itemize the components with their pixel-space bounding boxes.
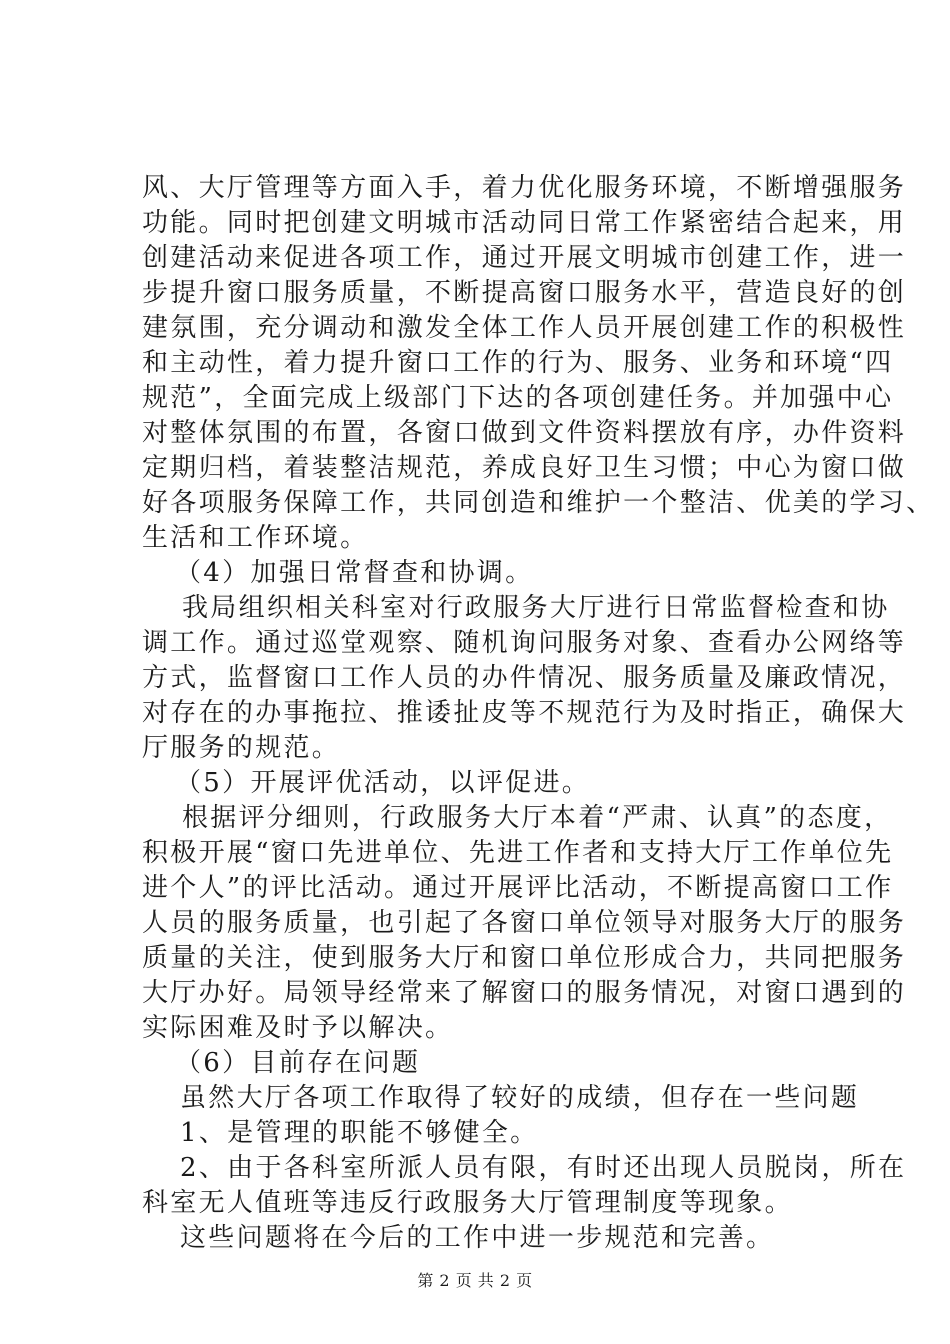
body-line: 功能。同时把创建文明城市活动同日常工作紧密结合起来，用	[142, 208, 907, 238]
body-line: 生活和工作环境。	[142, 523, 369, 553]
body-line: 虽然大厅各项工作取得了较好的成绩，但存在一些问题	[180, 1083, 860, 1113]
body-line: 方式，监督窗口工作人员的办件情况、服务质量及廉政情况，	[142, 663, 907, 693]
body-line: 建氛围，充分调动和激发全体工作人员开展创建工作的积极性	[142, 313, 907, 343]
section-heading: （6）目前存在问题	[175, 1048, 421, 1078]
body-line: 根据评分细则，行政服务大厅本着“严肃、认真”的态度，	[182, 803, 893, 833]
body-line: 定期归档，着装整洁规范，养成良好卫生习惯；中心为窗口做	[142, 453, 907, 483]
body-line: 创建活动来促进各项工作，通过开展文明城市创建工作，进一	[142, 243, 907, 273]
body-line: 对整体氛围的布置，各窗口做到文件资料摆放有序，办件资料	[142, 418, 907, 448]
section-heading: （4）加强日常督查和协调。	[175, 558, 534, 588]
body-line: 实际困难及时予以解决。	[142, 1013, 454, 1043]
body-line: 和主动性，着力提升窗口工作的行为、服务、业务和环境“四	[142, 348, 894, 378]
body-line: 积极开展“窗口先进单位、先进工作者和支持大厅工作单位先	[142, 838, 894, 868]
body-line: 厅服务的规范。	[142, 733, 341, 763]
body-line: 好各项服务保障工作，共同创造和维护一个整洁、优美的学习、	[142, 488, 935, 518]
body-line: 我局组织相关科室对行政服务大厅进行日常监督检查和协	[182, 593, 890, 623]
section-heading: （5）开展评优活动，以评促进。	[175, 768, 591, 798]
body-line: 人员的服务质量，也引起了各窗口单位领导对服务大厅的服务	[142, 908, 907, 938]
body-line: 规范”，全面完成上级部门下达的各项创建任务。并加强中心	[142, 383, 894, 413]
body-line: 2、由于各科室所派人员有限，有时还出现人员脱岗，所在	[180, 1153, 907, 1183]
body-line: 1、是管理的职能不够健全。	[180, 1118, 539, 1148]
body-line: 调工作。通过巡堂观察、随机询问服务对象、查看办公网络等	[142, 628, 907, 658]
body-line: 大厅办好。局领导经常来了解窗口的服务情况，对窗口遇到的	[142, 978, 907, 1008]
body-line: 步提升窗口服务质量，不断提高窗口服务水平，营造良好的创	[142, 278, 907, 308]
body-line: 质量的关注，使到服务大厅和窗口单位形成合力，共同把服务	[142, 943, 907, 973]
body-line: 这些问题将在今后的工作中进一步规范和完善。	[180, 1223, 775, 1253]
body-line: 对存在的办事拖拉、推诿扯皮等不规范行为及时指正，确保大	[142, 698, 907, 728]
body-line: 科室无人值班等违反行政服务大厅管理制度等现象。	[142, 1188, 793, 1218]
body-line: 进个人”的评比活动。通过开展评比活动，不断提高窗口工作	[142, 873, 894, 903]
page-number-footer: 第 2 页 共 2 页	[417, 1271, 533, 1290]
body-line: 风、大厅管理等方面入手，着力优化服务环境，不断增强服务	[142, 173, 907, 203]
